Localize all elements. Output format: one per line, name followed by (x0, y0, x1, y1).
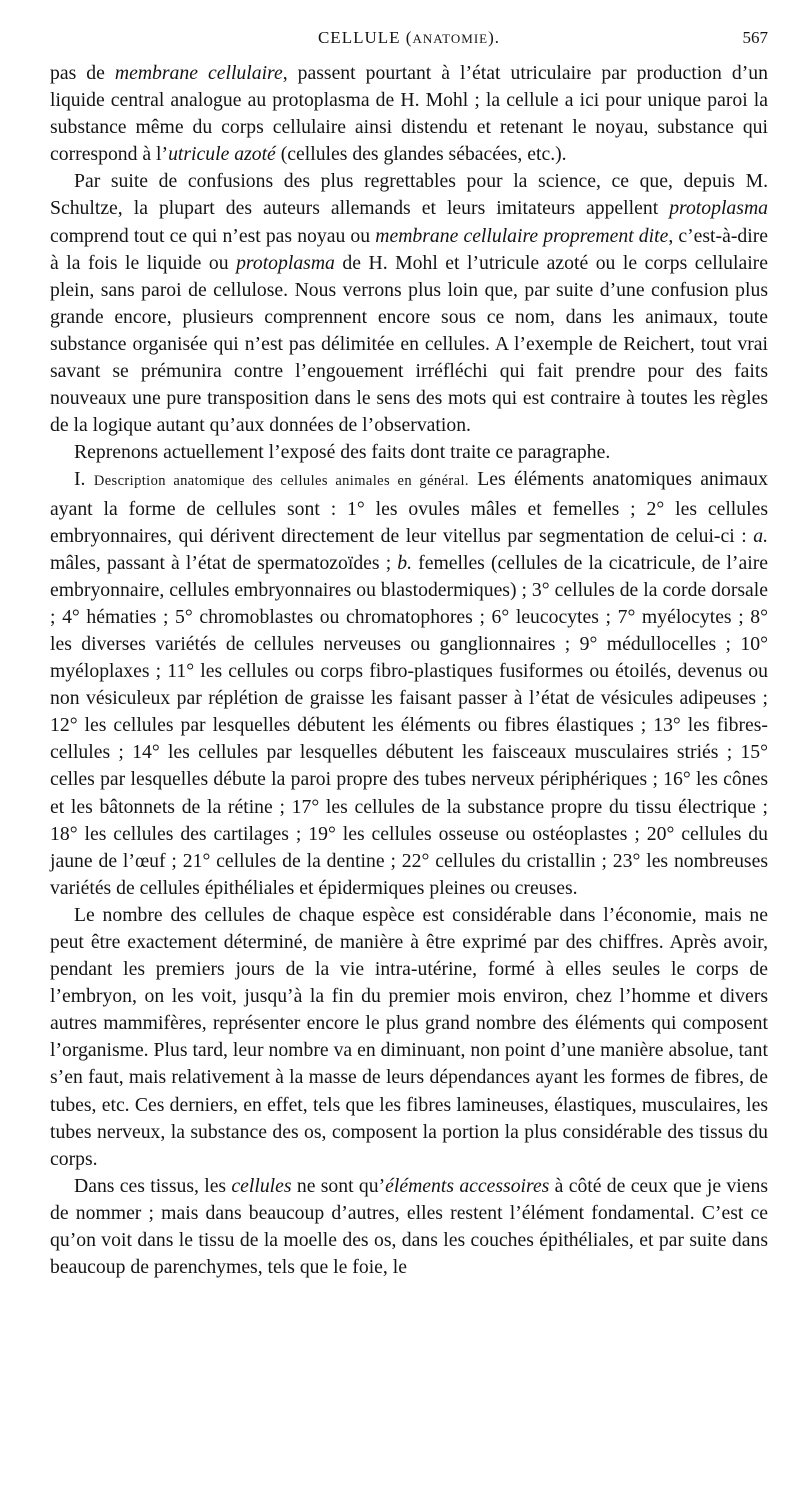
paragraph-6 (50, 1173, 768, 1281)
p5-text: Le nombre des cellules de chaque espèce est considérable dans l’économie, mais ne peut être exactement déterminé, de manière à être exprimé par des chiffres. Après avoir, pendant les premiers jours de la vie intra-utérine, formé à elles seules le corps de l’embryon, on les voit, jusqu’à la fin du premier mois environ, chez l’homme et divers autres mammifères, représenter encore le plus grand nombre des éléments qui composent l’organisme. Plus tard, leur nombre va en diminuant, non point d’une manière absolue, tant s’en faut, mais relativement à la masse de leurs dépendances ayant les formes de fibres, de tubes, etc. Ces derniers, en effet, tels que les fibres lamineuses, élastiques, musculaires, les tubes nerveux, la substance des os, composent la portion la plus considérable des tissus du corps. (50, 903, 768, 1170)
paragraph-4 (50, 466, 768, 902)
paragraph-2 (50, 168, 768, 439)
p2-text-2: comprend tout ce qui n’est pas noyau ou (50, 224, 376, 247)
p1-text-3: (cellules des glandes sébacées, etc.). (275, 143, 567, 166)
p6-italic-1: cellules (231, 1174, 292, 1197)
p3-text: Reprenons actuellement l’exposé des faits dont traite ce paragraphe. (74, 441, 611, 464)
paragraph-1 (50, 60, 768, 168)
p6-text-3: à côté de ceux que je viens de nommer ; mais dans beaucoup d’autres, elles restent l’élément fondamental. C’est ce qu’on voit dans le tissu de la moelle des os, dans les couches épithéliales, et par suite dans beaucoup de parenchymes, tels que le foie, le (50, 1174, 768, 1279)
p1-italic-1: membrane cellulaire (114, 62, 283, 84)
running-title-main: CELLULE (317, 28, 401, 47)
running-title (50, 28, 768, 48)
p4-italic-1: a. (753, 524, 768, 547)
running-title-paren-close: ). (488, 28, 501, 47)
p6-text-1: Dans ces tissus, les (74, 1174, 232, 1197)
p1-text-2: , passent pourtant à l’état utriculaire par production d’un liquide central analogue au protoplasma de H. Mohl ; la cellule a ici pour unique paroi la substance même du corps cellulaire ainsi distendu et retenant le noyau, substance qui correspond à l’ (50, 62, 768, 166)
paragraph-5 (50, 902, 768, 1173)
paragraph-3 (50, 439, 768, 466)
p4-text-3: femelles (cellules de la cicatricule, de l’aire embryonnaire, cellules embryonnaires ou blastodermiques) ; 3° cellules de la corde dorsale ; 4° hématies ; 5° chromoblastes ou chromatophores ; 6° leucocytes ; 7° myélocytes ; 8° les diverses variétés de cellules nerveuses ou ganglionnaires ; 9° médullocelles ; 10° myéloplaxes ; 11° les cellules ou corps fibro-plastiques fusiformes ou étoilés, devenus ou non vésiculeux par réplétion de graisse les faisant passer à l’état de vésicules adipeuses ; 12° les cellules par lesquelles débutent les éléments ou fibres élastiques ; 13° les fibres-cellules ; 14° les cellules par lesquelles débutent les faisceaux musculaires striés ; 15° celles par lesquelles débute la paroi propre des tubes nerveux périphériques ; 16° les cônes et les bâtonnets de la rétine ; 17° les cellules de la substance propre du tissu électrique ; 18° les cellules des cartilages ; 19° les cellules osseuse ou ostéoplastes ; 20° cellules du jaune de l’œuf ; 21° cellules de la dentine ; 22° cellules du cristallin ; 23° les nombreuses variétés de cellules épithéliales et épidermiques pleines ou creuses. (50, 551, 768, 899)
p2-text-4: de H. Mohl et l’utricule azoté ou le corps cellulaire plein, sans paroi de cellulose. Nous verrons plus loin que, par suite d’une confusion plus grande encore, plusieurs comprennent encore sous ce nom, dans les animaux, toute substance organisée qui n’est pas délimitée en cellules. A l’exemple de Reichert, tout vrai savant se prémunira contre l’engouement irréfléchi qui fait prendre pour des faits nouveaux une pure transposition dans le sens des mots qui est contraire à toutes les règles de la logique autant qu’aux données de l’observation. (50, 251, 768, 437)
section-number: I. (74, 468, 94, 491)
running-header (50, 28, 768, 54)
p2-italic-1: protoplasma (669, 197, 768, 220)
p2-italic-2: membrane cellulaire proprement dite (375, 224, 669, 247)
p2-text-1: Par suite de confusions des plus regrettables pour la science, ce que, depuis M. Schultze, la plupart des auteurs allemands et leurs imitateurs appellent (50, 170, 768, 220)
p6-italic-2: éléments accessoires (385, 1174, 550, 1197)
p4-text-2: mâles, passant à l’état de spermatozoïdes ; (50, 551, 398, 574)
section-heading: Description anatomique des cellules animales en général. (93, 473, 469, 490)
p2-text-3: , c’est-à-dire à la fois le liquide ou (50, 224, 768, 274)
p6-text-2: ne sont qu’ (291, 1174, 386, 1197)
page-number: 567 (742, 28, 768, 47)
p2-italic-3: protoplasma (236, 251, 335, 274)
p1-text-1: pas de (50, 62, 115, 84)
p1-italic-2: utricule azoté (168, 143, 276, 166)
p4-italic-2: b. (397, 551, 413, 574)
running-title-subject: ANATOMIE (412, 31, 489, 46)
p4-text-1: Les éléments anatomiques animaux ayant la forme de cellules sont : 1° les ovules mâles et femelles ; 2° les cellules embryonnaires, qui dérivent directement de leur vitellus par segmentation de celui-ci : (50, 468, 768, 547)
running-title-paren-open: ( (400, 28, 413, 47)
book-page (50, 28, 768, 1281)
